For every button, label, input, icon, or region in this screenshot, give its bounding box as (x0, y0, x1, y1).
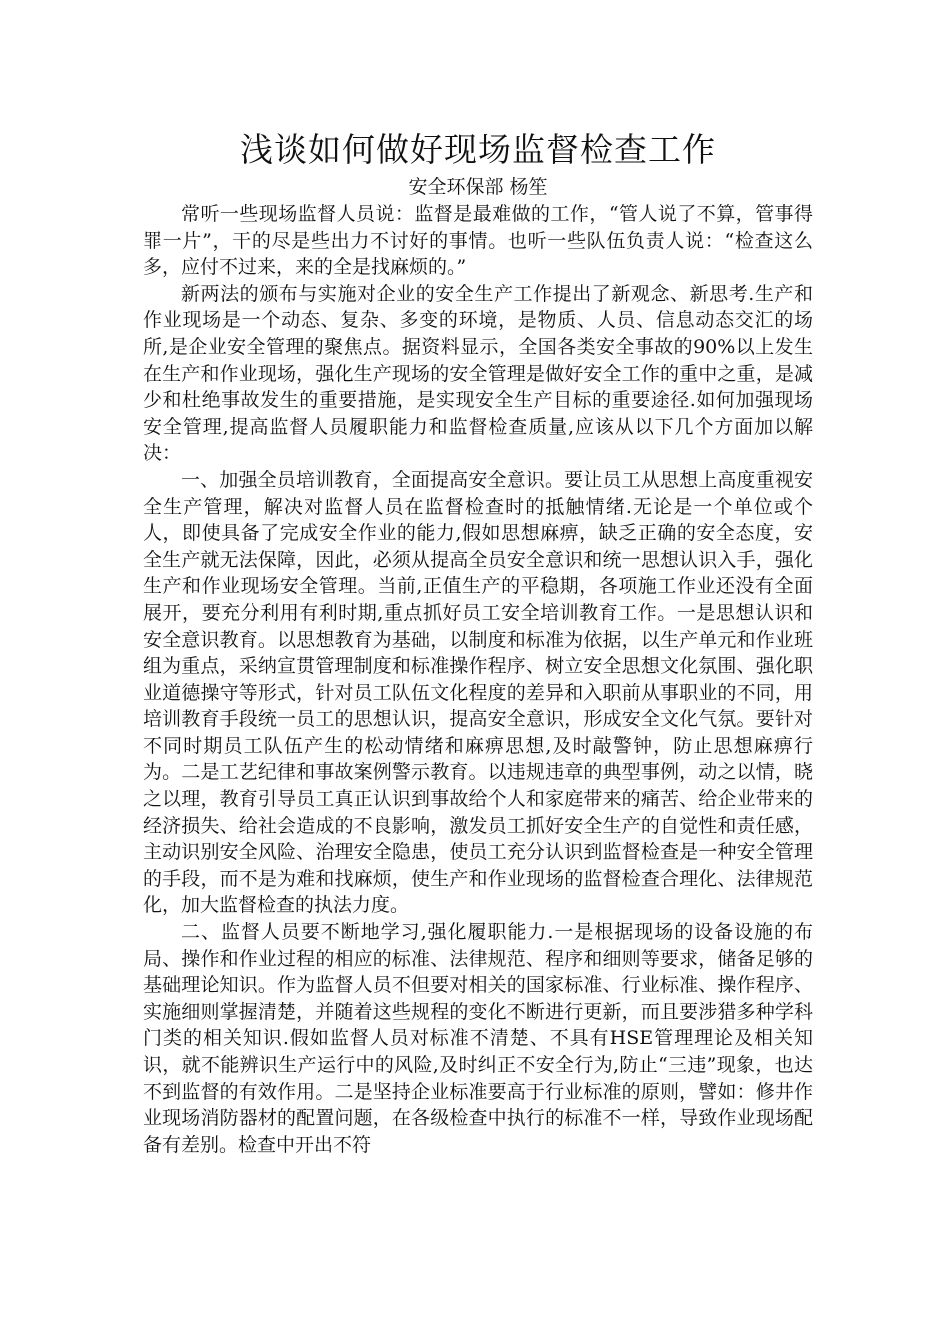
paragraph-background: 新两法的颁布与实施对企业的安全生产工作提出了新观念、新思考.生产和作业现场是一个动态、复杂、多变的环境，是物质、人员、信息动态交汇的场所,是企业安全管理的聚焦点。据资料显示，全国各类安全事故的90%以上发生在生产和作业现场，强化生产现场的安全管理是做好安全工作的重中之重，是减少和杜绝事故发生的重要措施，是实现安全生产目标的重要途径.如何加强现场安全管理,提高监督人员履职能力和监督检查质量,应该从以下几个方面加以解决： (143, 282, 813, 465)
author-line: 安全环保部 杨笙 (408, 176, 548, 198)
document-page (143, 126, 813, 1158)
paragraph-intro: 常听一些现场监督人员说：监督是最难做的工作，“管人说了不算，管事得罪一片”，干的尽是些出力不讨好的事情。也听一些队伍负责人说：“检查这么多，应付不过来，来的全是找麻烦的。” (143, 203, 813, 279)
paragraph-section-1: 一、加强全员培训教育，全面提高安全意识。要让员工从思想上高度重视安全生产管理，解决对监督人员在监督检查时的抵触情绪.无论是一个单位或个人，即使具备了完成安全作业的能力,假如思想麻痹，缺乏正确的安全态度，安全生产就无法保障，因此，必须从提高全员安全意识和统一思想认识入手，强化生产和作业现场安全管理。当前,正值生产的平稳期，各项施工作业还没有全面展开，要充分利用有利时期,重点抓好员工安全培训教育工作。一是思想认识和安全意识教育。以思想教育为基础，以制度和标准为依据，以生产单元和作业班组为重点，采纳宣贯管理制度和标准操作程序、树立安全思想文化氛围、强化职业道德操守等形式，针对员工队伍文化程度的差异和入职前从事职业的不同，用培训教育手段统一员工的思想认识，提高安全意识，形成安全文化气氛。要针对不同时期员工队伍产生的松动情绪和麻痹思想,及时敲警钟，防止思想麻痹行为。二是工艺纪律和事故案例警示教育。以违规违章的典型事例，动之以情，晓之以理，教育引导员工真正认识到事故给个人和家庭带来的痛苦、给企业带来的经济损失、给社会造成的不良影响，激发员工抓好安全生产的自觉性和责任感，主动识别安全风险、治理安全隐患，使员工充分认识到监督检查是一种安全管理的手段，而不是为难和找麻烦，使生产和作业现场的监督检查合理化、法律规范化，加大监督检查的执法力度。 (143, 468, 813, 917)
paragraph-section-2: 二、监督人员要不断地学习,强化履职能力.一是根据现场的设备设施的布局、操作和作业过程的相应的标准、法律规范、程序和细则等要求，储备足够的基础理论知识。作为监督人员不但要对相关的国家标准、行业标准、操作程序、实施细则掌握清楚，并随着这些规程的变化不断进行更新，而且要涉猎多种学科门类的相关知识.假如监督人员对标准不清楚、不具有HSE管理理论及相关知识，就不能辨识生产运行中的风险,及时纠正不安全行为,防止“三违”现象，也达不到监督的有效作用。二是坚持企业标准要高于行业标准的原则，譬如：修井作业现场消防器材的配置问题，在各级检查中执行的标准不一样，导致作业现场配备有差别。检查中开出不符 (143, 921, 813, 1156)
document-title: 浅谈如何做好现场监督检查工作 (240, 130, 716, 169)
